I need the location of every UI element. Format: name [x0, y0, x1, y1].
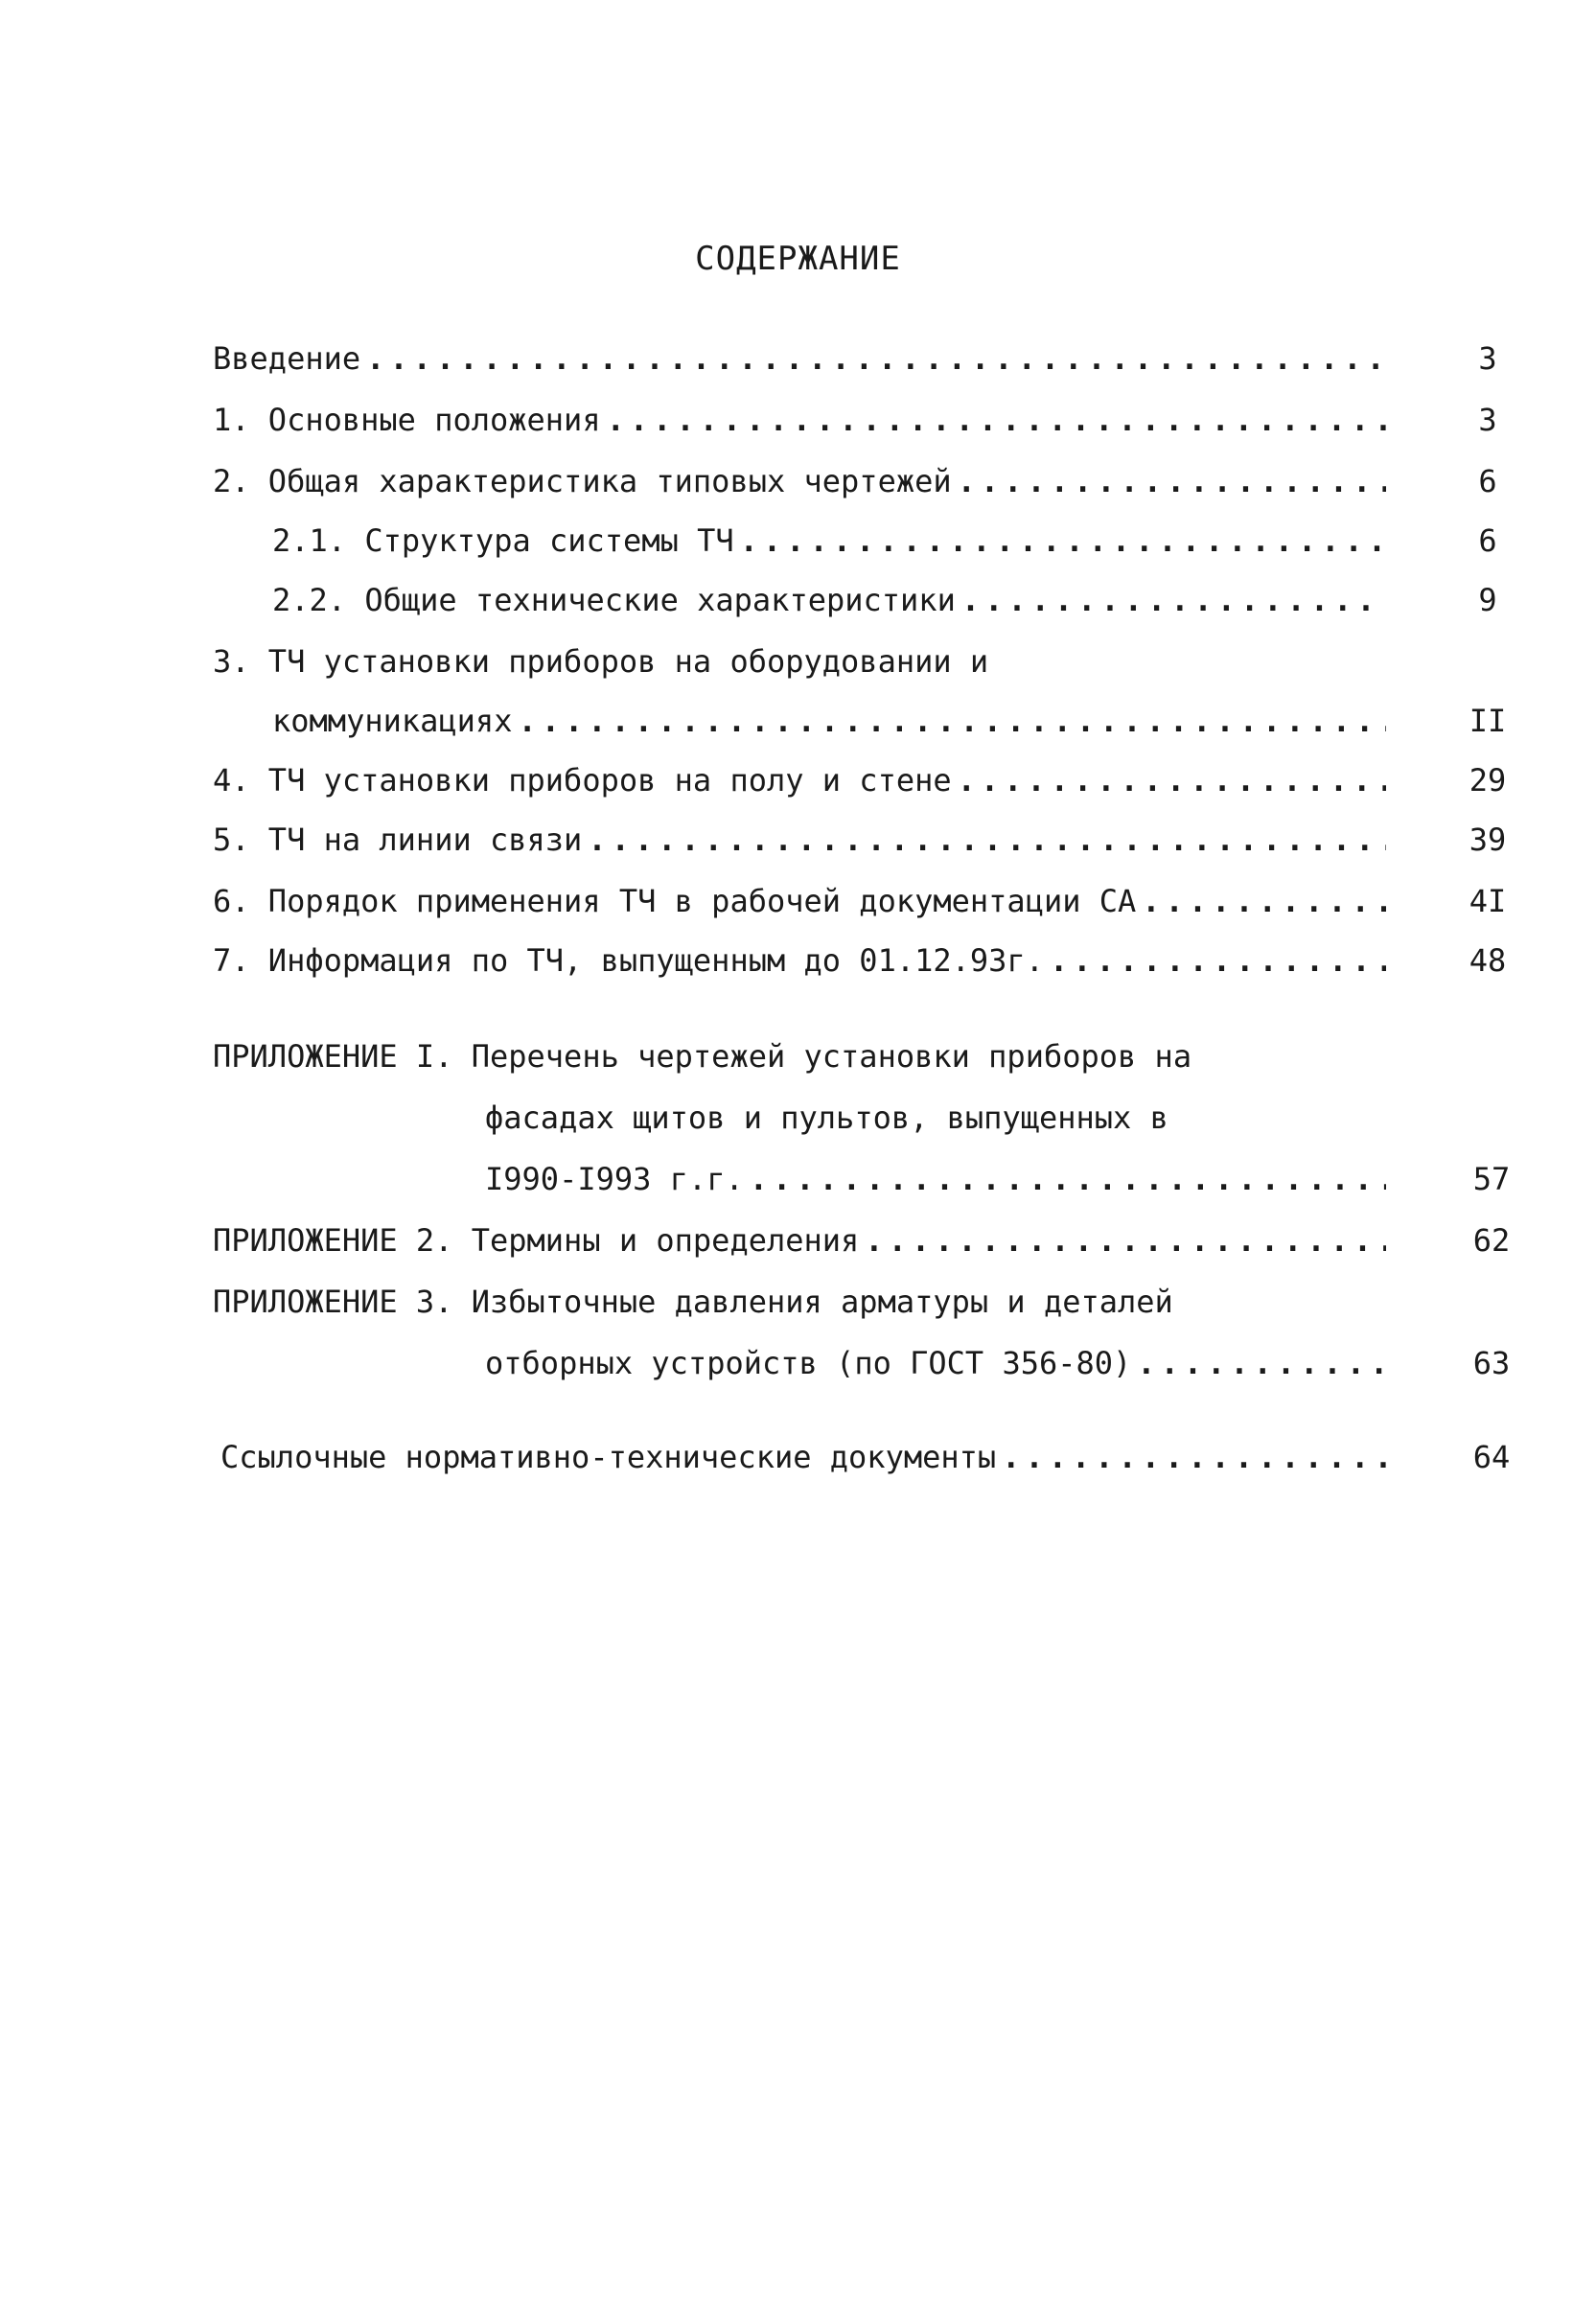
toc-entry-1[interactable]: [213, 399, 1392, 441]
toc-page-number: 39: [1469, 822, 1507, 858]
toc-entry-label: фасадах щитов и пультов, выпущенных в: [485, 1100, 1168, 1136]
toc-entry-label: ПРИЛОЖЕНИЕ 3. Избыточные давления арматуры и деталей: [213, 1284, 1173, 1320]
toc-entry-7[interactable]: [213, 939, 1392, 982]
toc-entry-label: коммуникациях: [272, 703, 513, 739]
toc-entry-label: Ссылочные нормативно-технические документы: [220, 1439, 997, 1475]
toc-entry-label: 4. ТЧ установки приборов на полу и стене: [213, 762, 952, 799]
toc-entry-6[interactable]: [213, 880, 1392, 922]
toc-references[interactable]: [220, 1436, 1396, 1478]
toc-page-number: 64: [1472, 1439, 1511, 1475]
toc-page-number: 6: [1478, 463, 1497, 499]
toc-entry-label: ПРИЛОЖЕНИЕ I. Перечень чертежей установки приборов на: [213, 1038, 1192, 1075]
dot-leader: [740, 520, 1386, 562]
dot-leader: [366, 337, 1386, 380]
toc-page-number: 48: [1469, 942, 1507, 979]
toc-page-number: 62: [1472, 1222, 1511, 1259]
toc-entry-2-2[interactable]: [272, 579, 1392, 621]
toc-appendix-3-line2[interactable]: [485, 1342, 1392, 1384]
toc-entry-5[interactable]: [213, 819, 1392, 861]
toc-appendix-3-line1[interactable]: [213, 1281, 1173, 1323]
toc-entry-label: 2. Общая характеристика типовых чертежей: [213, 463, 952, 499]
toc-entry-label: 3. ТЧ установки приборов на оборудовании и: [213, 643, 989, 680]
toc-entry-label: I990-I993 г.г.: [485, 1161, 744, 1197]
toc-appendix-1-line3[interactable]: [485, 1158, 1392, 1200]
toc-entry-label: 7. Информация по ТЧ, выпущенным до 01.12.93г.: [213, 942, 1044, 979]
dot-leader: [1142, 880, 1386, 922]
toc-entry-4[interactable]: [213, 759, 1392, 801]
dot-leader: [958, 759, 1386, 801]
toc-appendix-2[interactable]: [213, 1219, 1392, 1262]
toc-entry-label: 6. Порядок применения ТЧ в рабочей документации СА: [213, 883, 1137, 919]
toc-page-number: 4I: [1469, 883, 1507, 919]
toc-entry-label: 2.1. Структура системы ТЧ: [272, 522, 734, 559]
toc-appendix-1-line2[interactable]: [485, 1097, 1168, 1139]
toc-entry-2-1[interactable]: [272, 520, 1392, 562]
toc-page-number: 63: [1472, 1345, 1511, 1381]
dot-leader: [518, 700, 1386, 742]
dot-leader: [865, 1219, 1386, 1262]
dot-leader: [588, 819, 1386, 861]
toc-entry-3-line1[interactable]: [213, 640, 988, 683]
toc-page-number: 57: [1472, 1161, 1511, 1197]
toc-entry-label: Введение: [213, 340, 361, 377]
dot-leader: [1002, 1436, 1390, 1478]
toc-page-number: II: [1469, 703, 1507, 739]
toc-entry-label: ПРИЛОЖЕНИЕ 2. Термины и определения: [213, 1222, 860, 1259]
dot-leader: [750, 1158, 1386, 1200]
dot-leader: [1050, 939, 1386, 982]
toc-entry-label: 1. Основные положения: [213, 402, 601, 438]
document-title: СОДЕРЖАНИЕ: [695, 240, 901, 278]
toc-page-number: 3: [1478, 340, 1497, 377]
dot-leader: [961, 579, 1386, 621]
toc-entry-label: 2.2. Общие технические характеристики: [272, 582, 956, 618]
dot-leader: [958, 460, 1386, 502]
toc-appendix-1-line1[interactable]: [213, 1035, 1191, 1077]
toc-entry-label: отборных устройств (по ГОСТ 356-80): [485, 1345, 1132, 1381]
toc-page-number: 29: [1469, 762, 1507, 799]
toc-page-number: 3: [1478, 402, 1497, 438]
toc-page-number: 6: [1478, 522, 1497, 559]
toc-entry-label: 5. ТЧ на линии связи: [213, 822, 583, 858]
dot-leader: [607, 399, 1386, 441]
toc-entry-introduction[interactable]: [213, 337, 1392, 380]
toc-page-number: 9: [1478, 582, 1497, 618]
toc-entry-2[interactable]: [213, 460, 1392, 502]
toc-entry-3-line2[interactable]: [272, 700, 1392, 742]
dot-leader: [1137, 1342, 1386, 1384]
